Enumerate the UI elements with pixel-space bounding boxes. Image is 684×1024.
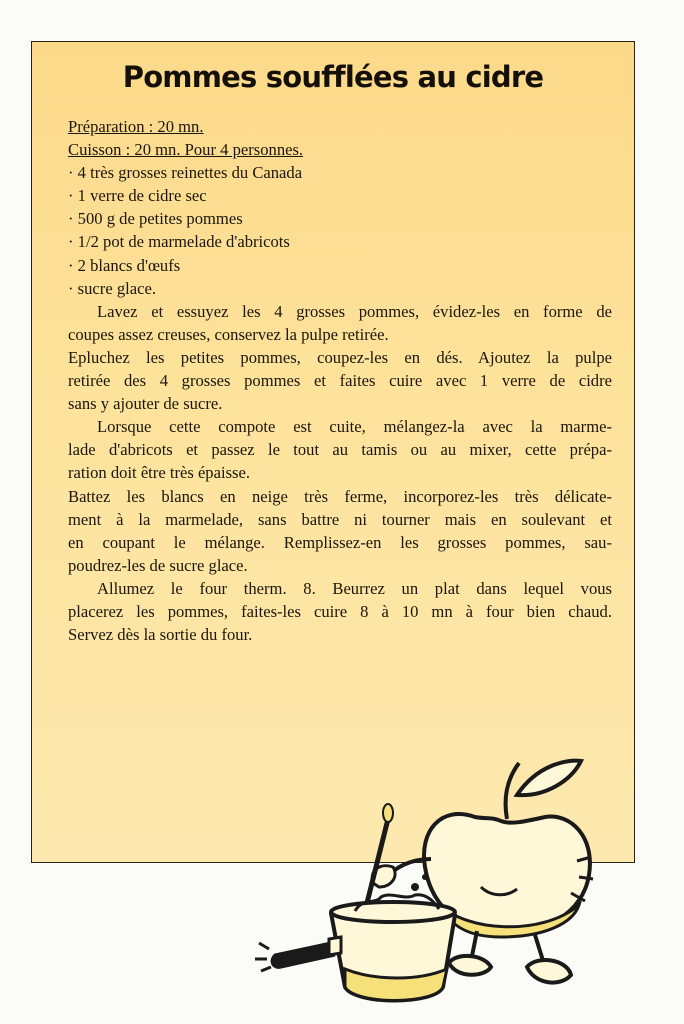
instruction-paragraph bbox=[68, 485, 612, 577]
preparation-time: Préparation : 20 mn. bbox=[68, 117, 204, 136]
apple-shoe bbox=[527, 960, 571, 983]
instruction-line: coupes assez creuses, conservez la pulpe retirée. bbox=[68, 324, 389, 344]
instruction-line: poudrez-les de sucre glace. bbox=[68, 555, 248, 575]
splash-dot bbox=[422, 874, 428, 880]
recipe-title: Pommes soufflées au cidre bbox=[122, 60, 544, 94]
ingredient-list bbox=[68, 161, 612, 300]
instruction-line: lade d'abricots et passez le tout au tamis ou au mixer, cette prépa- bbox=[68, 440, 612, 460]
motion-marks bbox=[255, 943, 271, 971]
instruction-line: Allumez le four therm. 8. Beurrez un plat dans lequel vous bbox=[97, 578, 612, 598]
apple-leaf bbox=[517, 761, 581, 796]
instruction-paragraph bbox=[68, 415, 612, 484]
instruction-line: Battez les blancs en neige très ferme, incorporez-les très délicate- bbox=[68, 486, 612, 506]
splash-dot bbox=[411, 883, 419, 891]
instruction-paragraph bbox=[68, 346, 612, 415]
instruction-line: sans y ajouter de sucre. bbox=[68, 394, 223, 414]
instruction-line: Epluchez les petites pommes, coupez-les en dés. Ajoutez la pulpe bbox=[68, 347, 612, 367]
instruction-line: retirée des 4 grosses pommes et faites cuire avec 1 verre de cidre bbox=[68, 371, 612, 391]
instruction-line: Lavez et essuyez les 4 grosses pommes, évidez-les en forme de bbox=[97, 301, 612, 321]
recipe-card bbox=[31, 41, 635, 863]
instruction-paragraph bbox=[68, 577, 612, 646]
ingredient-item: · 500 g de petites pommes bbox=[68, 209, 243, 229]
instruction-line: placerez les pommes, faites-les cuire 8 à 10 mn à four bien chaud. bbox=[68, 601, 612, 621]
cooking-time: Cuisson : 20 mn. Pour 4 personnes. bbox=[68, 140, 304, 160]
instruction-line: Servez dès la sortie du four. bbox=[68, 625, 253, 645]
instruction-line: ment à la marmelade, sans battre ni tourner mais en soulevant et bbox=[68, 509, 612, 529]
apple-stem bbox=[506, 763, 520, 819]
apple-shoe bbox=[449, 956, 491, 975]
instruction-line: en coupant le mélange. Remplissez-en les grosses pommes, sau- bbox=[68, 532, 612, 552]
handle-collar bbox=[329, 937, 341, 955]
instruction-line: Lorsque cette compote est cuite, mélangez-la avec la marme- bbox=[97, 417, 612, 437]
ingredient-item: · sucre glace. bbox=[68, 278, 156, 298]
ingredient-item: · 4 très grosses reinettes du Canada bbox=[68, 163, 303, 183]
instruction-line: ration doit être très épaisse. bbox=[68, 463, 251, 483]
bowl-handle bbox=[272, 943, 335, 967]
spoon-tip bbox=[383, 804, 393, 822]
apple-character-stirring-bowl-icon bbox=[245, 755, 605, 1017]
ingredient-item: · 1/2 pot de marmelade d'abricots bbox=[68, 232, 290, 252]
instruction-paragraph bbox=[68, 300, 612, 346]
ingredient-item: · 2 blancs d'œufs bbox=[68, 255, 181, 275]
ingredient-item: · 1 verre de cidre sec bbox=[68, 186, 207, 206]
recipe-body bbox=[68, 115, 612, 646]
